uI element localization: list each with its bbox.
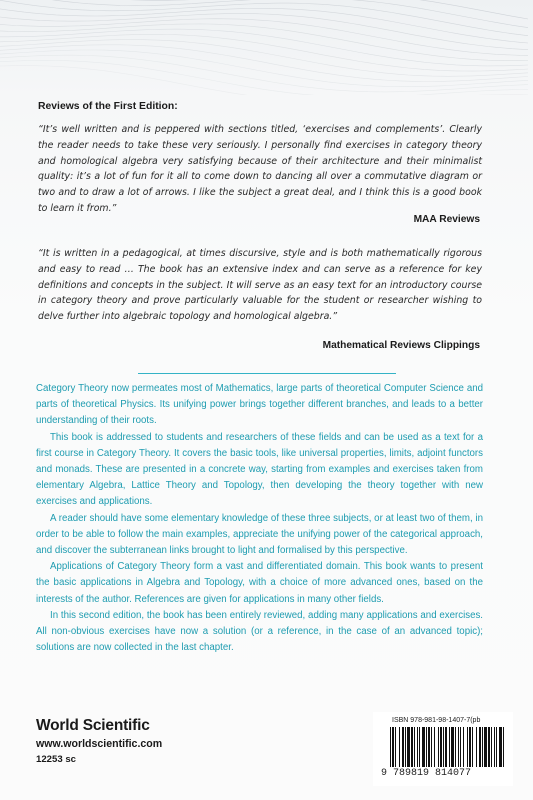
publisher-code: 12253 sc (36, 754, 77, 765)
barcode-digits: 9 789819 814077 (381, 768, 472, 779)
barcode-bar (449, 727, 450, 767)
barcode-bar (422, 727, 425, 767)
barcode-bar (499, 727, 502, 767)
publisher-url: www.worldscientific.com (36, 738, 163, 750)
barcode-bar (443, 727, 444, 767)
barcode-bar (434, 727, 435, 767)
barcode-bar (402, 727, 404, 767)
barcode-bar (440, 727, 442, 767)
barcode-bar (455, 727, 456, 767)
pattern-line (0, 29, 528, 66)
barcode-bar (491, 727, 492, 767)
reviews-heading: Reviews of the First Edition: (38, 101, 178, 112)
barcode-bar (463, 727, 464, 767)
barcode-bar (399, 727, 400, 767)
barcode-bar (411, 727, 413, 767)
review-quote-2: “It is written in a pedagogical, at times discursive, style and is both mathematically rigorous and easy to read … The book has an extensive index and can serve as a reference for key definitions and concepts in the subject. It will serve as an easy text for an introductory course in category theory and prove particularly valuable for the student or researcher wishing to delve further into algebraic topology and homological algebra.” (38, 248, 482, 323)
description-paragraph-4: Applications of Category Theory form a vast and differentiated domain. This book wants to present the basic applications in Algebra and Topology, with a choice of more advanced ones, based on the interests of the author. References are given for applications in many other fields. (36, 561, 483, 605)
barcode-bar (467, 727, 468, 767)
barcode-bar (479, 727, 481, 767)
barcode-bar (431, 727, 432, 767)
isbn-barcode (373, 712, 513, 786)
barcode-bar (451, 727, 454, 767)
description-paragraph-2: This book is addressed to students and researchers of these fields and can be used as a text for a first course in Category Theory. It covers the basic tools, like universal properties, limits, adjoint functors and monads. These are presented in a concrete way, starting from examples and exercises taken from elementary Algebra, Lattice Theory and Topology, then developing the theory together with new exercises and applications. (36, 431, 483, 508)
barcode-bar (488, 727, 490, 767)
barcode-bar (496, 727, 497, 767)
barcode-bar (395, 727, 396, 767)
review-source-2: Mathematical Reviews Clippings (322, 340, 480, 351)
barcode-bar (405, 727, 406, 767)
pattern-line (0, 60, 528, 95)
review-source-1: MAA Reviews (413, 214, 480, 225)
barcode-bar (494, 727, 495, 767)
review-quote-1: “It’s well written and is peppered with sections titled, ‘exercises and complements’. Clearly the reader needs to take these very seriously. I personally find exercises in category theory and homological algebra very satisfying because of their architecture and their minimalist quality: it’s a lot of fun for it all to come down to dancing all over a commutative diagram or two and to draw a lot of arrows. I like the subject a great deal, and I think this is a good book to learn it from.” (38, 124, 482, 214)
barcode-bar (407, 727, 410, 767)
barcode-bar (414, 727, 415, 767)
barcode-bar (482, 727, 483, 767)
pattern-line (0, 55, 528, 92)
publisher-name: World Scientific (36, 717, 150, 734)
pattern-line (0, 0, 528, 35)
barcode-bar (438, 727, 439, 767)
barcode-bar (426, 727, 427, 767)
barcode-bar (417, 727, 418, 767)
section-divider (138, 373, 396, 374)
barcode-bar (428, 727, 430, 767)
barcode-bar (484, 727, 487, 767)
barcode-bars (390, 727, 506, 767)
barcode-bar (445, 727, 447, 767)
barcode-bar (419, 727, 420, 767)
description-paragraph-1: Category Theory now permeates most of Mathematics, large parts of theoretical Computer Science and parts of theoretical Physics. Its unifying power brings together different branches, and leads to a better understanding of their roots. (36, 383, 483, 427)
description-paragraph-3: A reader should have some elementary knowledge of these three subjects, or at least two of them, in order to be able to follow the main examples, appreciate the unifying power of the categorical approach, and discover the subterranean links brought to light and formalised by this perspective. (36, 512, 483, 557)
book-description (36, 381, 483, 656)
barcode-bar (390, 727, 391, 767)
barcode-bar (458, 727, 459, 767)
barcode-bar (469, 727, 471, 767)
description-paragraph-5: In this second edition, the book has been entirely reviewed, adding many applications and exercises. All non-obvious exercises have now a solution (or a reference, in the case of an advanced topic); solutions are now collected in the last chapter. (36, 609, 483, 654)
barcode-bar (472, 727, 473, 767)
barcode-bar (392, 727, 394, 767)
barcode-bar (476, 727, 477, 767)
decorative-line-pattern (0, 0, 533, 95)
barcode-bar (460, 727, 461, 767)
isbn-label: ISBN 978-981-98-1407-7(pb (392, 717, 481, 724)
barcode-bar (503, 727, 504, 767)
